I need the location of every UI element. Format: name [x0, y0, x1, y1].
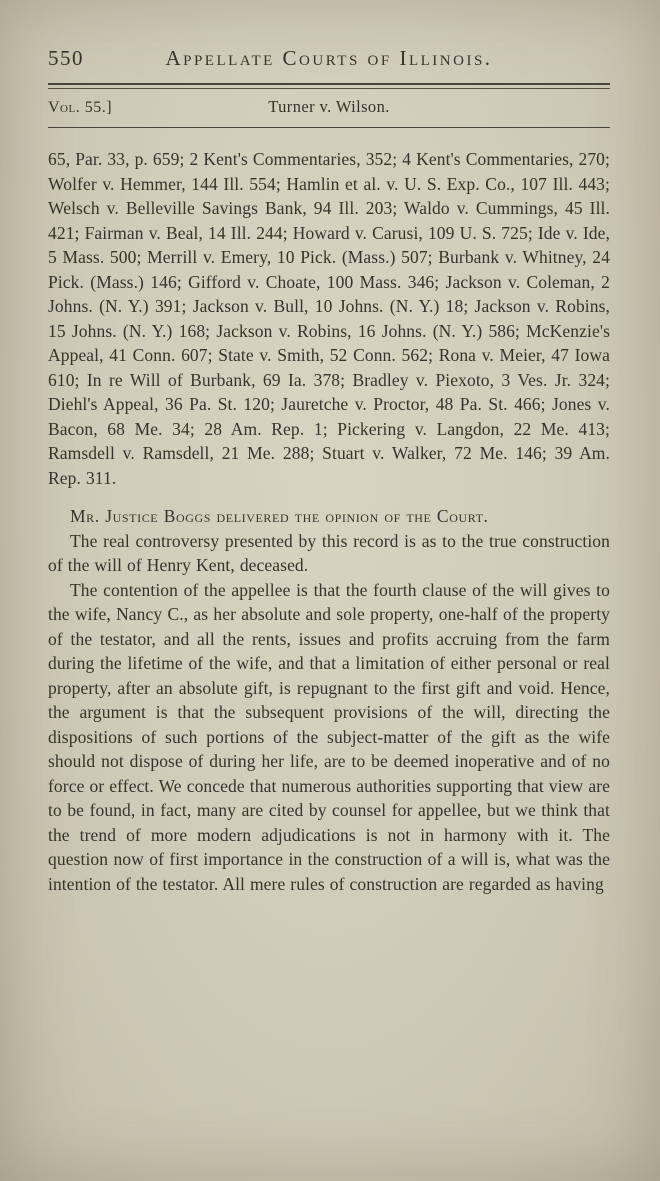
case-title: Turner v. Wilson.: [268, 97, 390, 116]
case-header-rule: [48, 127, 610, 128]
page-number: 550: [48, 46, 84, 70]
opinion-paragraph-2: The contention of the appellee is that the fourth clause of the will gives to the wife, Nancy C., as her absolute and sole property, one-half of the property of the testator, and all the rents, issues and profits accruing from the farm during the lifetime of the wife, and that a limitation of either personal or real property, after an absolute gift, is repugnant to the first gift and void. Hence, the argument is that the subsequent provisions of the will, directing the dispositions of such portions of the subject-matter of the gift as the wife should not dispose of during her life, are to be deemed inoperative and of no force or effect. We concede that numerous authorities supporting that view are to be found, in fact, many are cited by counsel for appellee, but we think that the trend of more modern adjudications is not in harmony with it. The question now of first importance in the construction of a will is, what was the intention of the testator. All mere rules of construction are regarded as having: [48, 579, 610, 894]
case-header: [48, 97, 610, 118]
opinion-heading: Mr. Justice Boggs delivered the opinion of the Court.: [70, 506, 489, 526]
citations-paragraph: 65, Par. 33, p. 659; 2 Kent's Commentaries, 352; 4 Kent's Commentaries, 270; Wolfer v. Hemmer, 144 Ill. 554; Hamlin et al. v. U. S. Exp. Co., 107 Ill. 443; Welsch v. Belleville Savings Bank, 94 Ill. 203; Waldo v. Cummings, 45 Ill. 421; Fairman v. Beal, 14 Ill. 244; Howard v. Carusi, 109 U. S. 725; Ide v. Ide, 5 Mass. 500; Merrill v. Emery, 10 Pick. (Mass.) 507; Burbank v. Whitney, 24 Pick. (Mass.) 146; Gifford v. Choate, 100 Mass. 346; Jackson v. Coleman, 2 Johns. (N. Y.) 391; Jackson v. Bull, 10 Johns. (N. Y.) 18; Jackson v. Robins, 15 Johns. (N. Y.) 168; Jackson v. Robins, 16 Johns. (N. Y.) 586; McKenzie's Appeal, 41 Conn. 607; State v. Smith, 52 Conn. 562; Rona v. Meier, 47 Iowa 610; In re Will of Burbank, 69 Ia. 378; Bradley v. Piexoto, 3 Ves. Jr. 324; Diehl's Appeal, 36 Pa. St. 120; Jauretche v. Proctor, 48 Pa. St. 466; Jones v. Bacon, 68 Me. 34; 28 Am. Rep. 1; Pickering v. Langdon, 22 Me. 413; Ramsdell v. Ramsdell, 21 Me. 288; Stuart v. Walker, 72 Me. 146; 39 Am. Rep. 311.: [48, 149, 610, 488]
running-head: [48, 46, 610, 70]
opinion-body: [48, 147, 610, 896]
opinion-paragraph-1: The real controversy presented by this record is as to the true construction of the will of Henry Kent, deceased.: [48, 530, 610, 575]
running-title: Appellate Courts of Illinois.: [165, 46, 493, 70]
header-double-rule: [48, 83, 610, 89]
volume-label: Vol. 55.]: [48, 99, 113, 116]
